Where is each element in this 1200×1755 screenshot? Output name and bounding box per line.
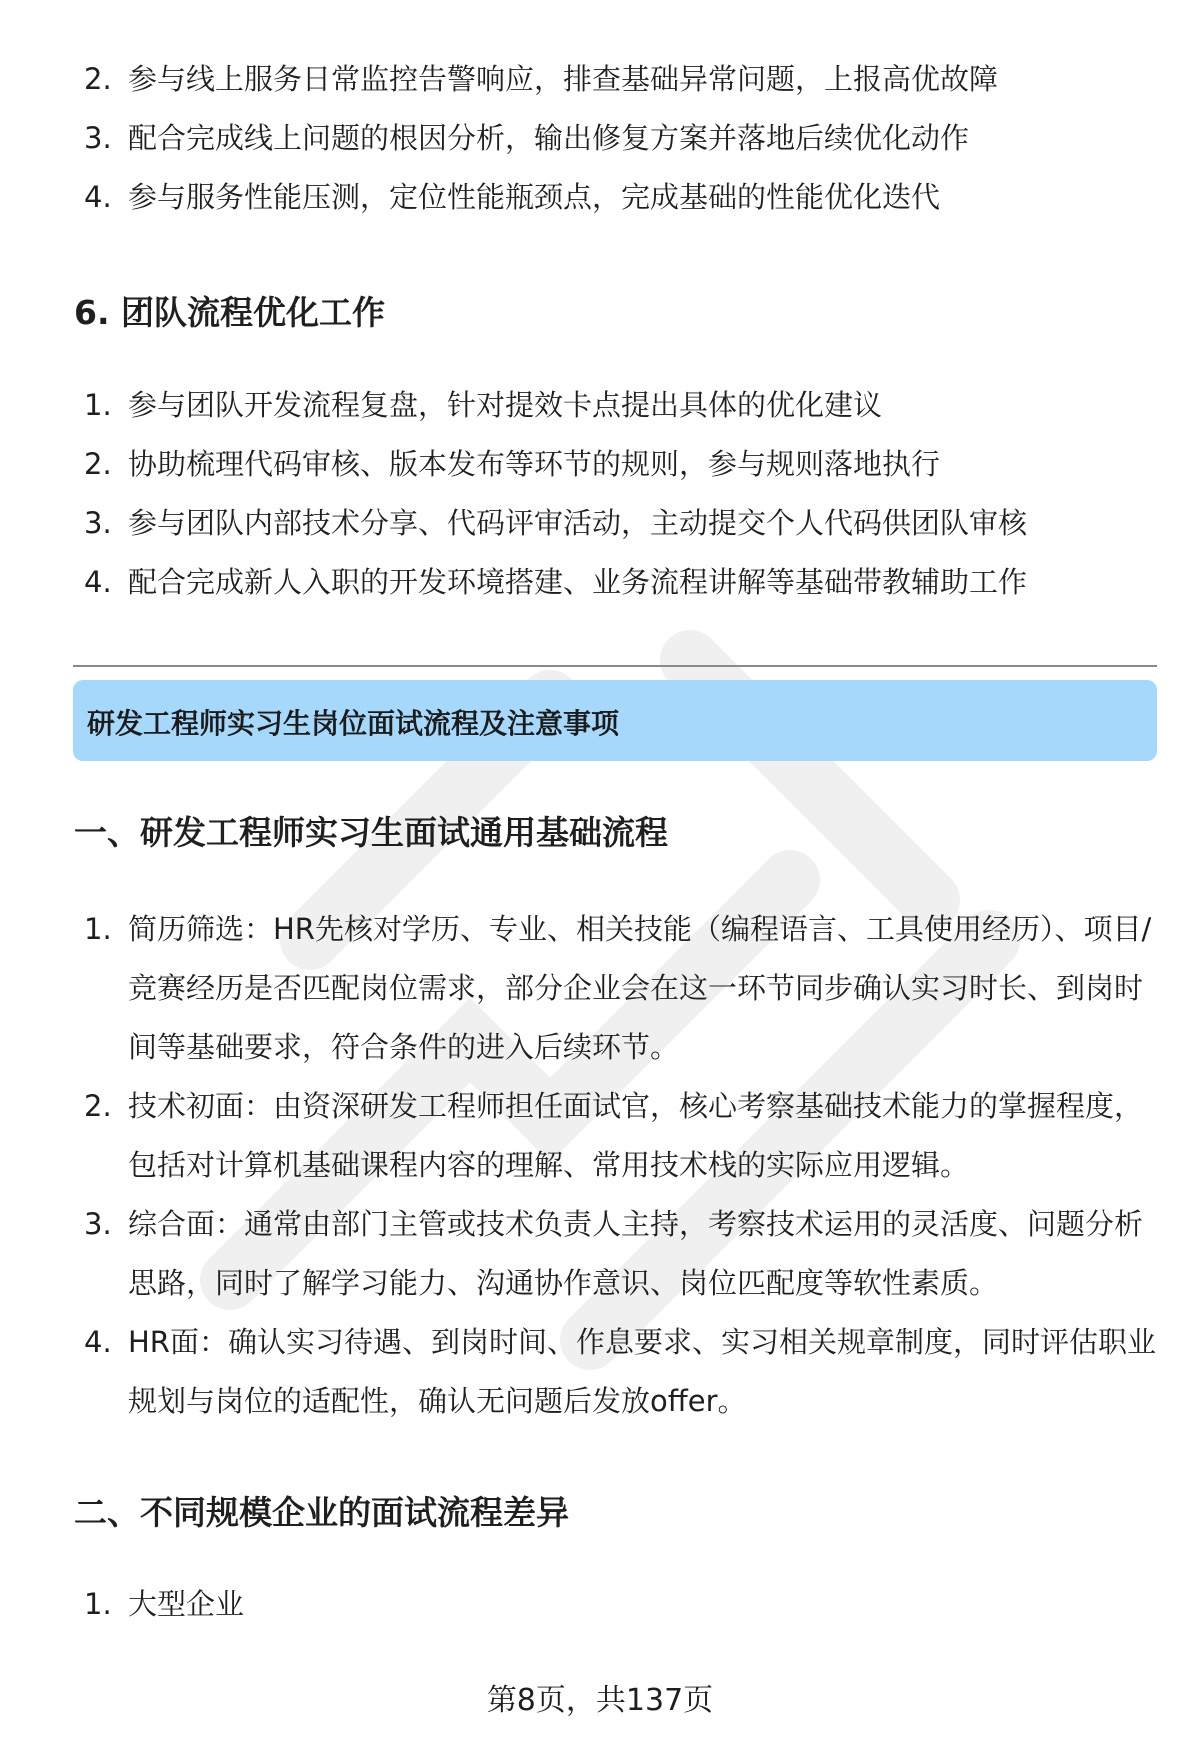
list-text: 技术初面：由资深研发工程师担任面试官，核心考察基础技术能力的掌握程度，包括对计算机基础课程内容的理解、常用技术栈的实际应用逻辑。 [128, 1089, 1144, 1182]
list-item [0, 1313, 1158, 1431]
list-number: 4. [84, 1325, 112, 1359]
list-text: 参与团队内部技术分享、代码评审活动，主动提交个人代码供团队审核 [128, 506, 1028, 540]
list-number: 2. [84, 1089, 112, 1123]
section6-list [0, 376, 1158, 612]
list-number: 2. [84, 447, 112, 481]
list-number: 3. [84, 121, 112, 155]
list-number: 1. [84, 388, 112, 422]
list-item [0, 1077, 1158, 1195]
list-item [0, 900, 1158, 1077]
list-text: 参与团队开发流程复盘，针对提效卡点提出具体的优化建议 [128, 388, 883, 422]
part1-list [0, 900, 1158, 1431]
list-number: 1. [84, 1587, 112, 1621]
list-text: 配合完成线上问题的根因分析，输出修复方案并落地后续优化动作 [128, 121, 970, 155]
page-number: 第8页，共137页 [486, 1683, 714, 1718]
list-item [0, 435, 1158, 494]
list-item [0, 376, 1158, 435]
list-text: 参与线上服务日常监控告警响应，排查基础异常问题，上报高优故障 [128, 62, 999, 96]
part2-title: 二、不同规模企业的面试流程差异 [74, 1493, 569, 1532]
banner-title: 研发工程师实习生岗位面试流程及注意事项 [87, 707, 620, 740]
list-number: 4. [84, 565, 112, 599]
list-text: 综合面：通常由部门主管或技术负责人主持，考察技术运用的灵活度、问题分析思路，同时了解学习能力、沟通协作意识、岗位匹配度等软性素质。 [128, 1207, 1144, 1300]
list-text: HR面：确认实习待遇、到岗时间、作息要求、实习相关规章制度，同时评估职业规划与岗位的适配性，确认无问题后发放offer。 [128, 1325, 1156, 1418]
list-item [0, 168, 1158, 227]
section5-list [0, 50, 1158, 227]
section-banner [73, 680, 1157, 761]
list-item [0, 1575, 1158, 1634]
list-item [0, 553, 1158, 612]
list-text: 简历筛选：HR先核对学历、专业、相关技能（编程语言、工具使用经历）、项目/竞赛经历是否匹配岗位需求，部分企业会在这一环节同步确认实习时长、到岗时间等基础要求，符合条件的进入后续环节。 [128, 912, 1152, 1064]
list-number: 1. [84, 912, 112, 946]
list-number: 3. [84, 506, 112, 540]
list-number: 2. [84, 62, 112, 96]
list-item [0, 50, 1158, 109]
list-number: 4. [84, 180, 112, 214]
list-item [0, 494, 1158, 553]
part2-list [0, 1575, 1158, 1634]
list-text: 参与服务性能压测，定位性能瓶颈点，完成基础的性能优化迭代 [128, 180, 941, 214]
list-number: 3. [84, 1207, 112, 1241]
list-text: 协助梳理代码审核、版本发布等环节的规则，参与规则落地执行 [128, 447, 941, 481]
list-text: 配合完成新人入职的开发环境搭建、业务流程讲解等基础带教辅助工作 [128, 565, 1028, 599]
section-divider [73, 665, 1157, 667]
part1-title: 一、研发工程师实习生面试通用基础流程 [74, 813, 668, 852]
section6-title: 6. 团队流程优化工作 [74, 293, 385, 332]
list-text: 大型企业 [128, 1587, 245, 1621]
list-item [0, 1195, 1158, 1313]
list-item [0, 109, 1158, 168]
